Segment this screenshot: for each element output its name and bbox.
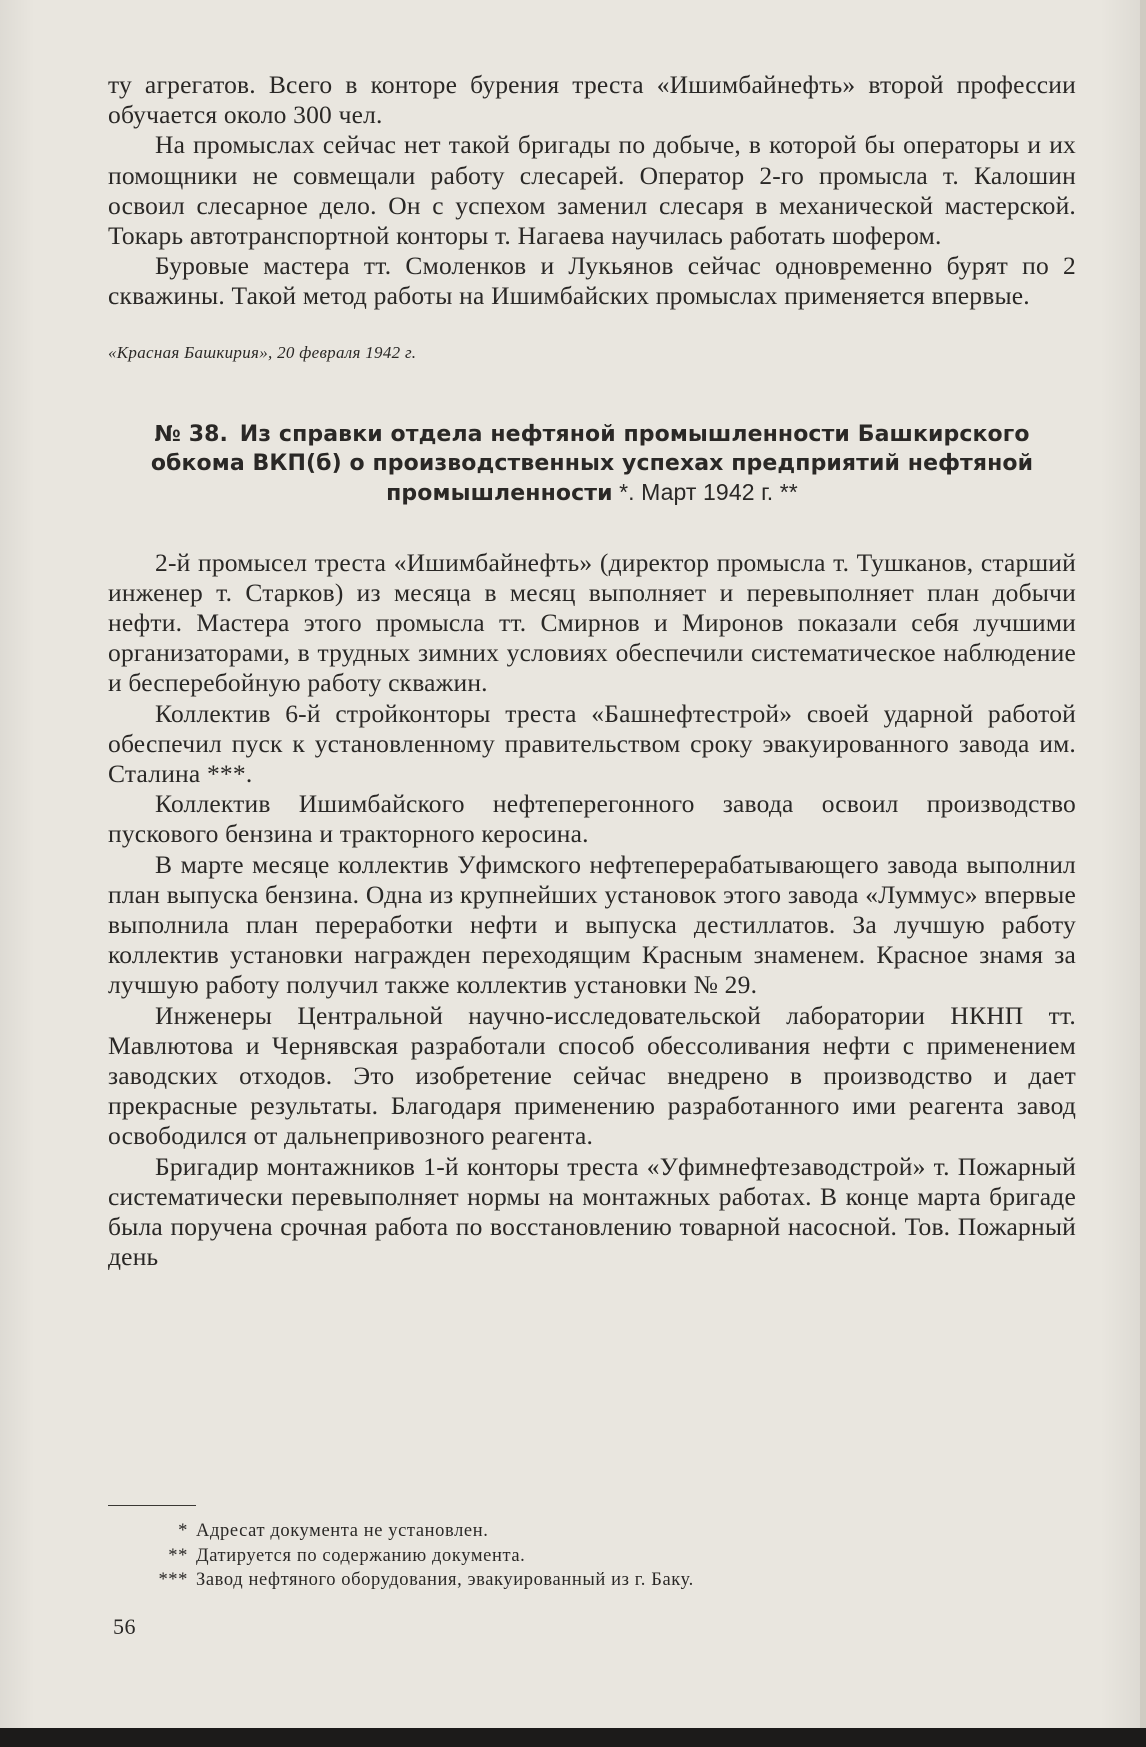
paragraph: На промыслах сейчас нет такой бригады по добыче, в которой бы операторы и их помощники не совмещали работу слесарей. Оператор 2-го промысла т. Калошин освоил слесарное дело. Он с успехом заменил слесаря в механической мастерской. Токарь автотранспортной конторы т. Нагаева научилась работать шофером.	[108, 130, 1076, 251]
document-title: Из справки отдела нефтяной промышленности Башкирского обкома ВКП(б) о производственных успехах предприятий нефтяной промышленности	[150, 421, 1034, 506]
footnote	[140, 1568, 940, 1593]
page-number: 56	[113, 1614, 136, 1639]
footnote-mark: ***	[158, 1570, 188, 1590]
footnote-text: Датируется по содержанию документа.	[196, 1545, 526, 1566]
paragraph: Коллектив Ишимбайского нефтеперегонного завода освоил производство пускового бензина и тракторного керосина.	[108, 789, 1076, 849]
footnotes	[140, 1519, 940, 1593]
footnote	[140, 1519, 940, 1544]
paragraph: Бригадир монтажников 1-й конторы треста «Уфимнефтезаводстрой» т. Пожарный систематически перевыполняет нормы на монтажных работах. В конце марта бригаде была поручена срочная работа по восстановлению товарной насосной. Тов. Пожарный день	[108, 1151, 1076, 1272]
document-text	[108, 548, 1076, 1273]
title-footnote-mark: *.	[612, 478, 635, 505]
paragraph: Буровые мастера тт. Смоленков и Лукьянов сейчас одновременно бурят по 2 скважины. Такой метод работы на Ишимбайских промыслах применяется впервые.	[108, 251, 1076, 311]
paragraph: Коллектив 6-й стройконторы треста «Башнефтестрой» своей ударной работой обеспечил пуск к установленному правительством сроку эвакуированного завода им. Сталина ***.	[108, 698, 1076, 789]
footnote-mark: *	[178, 1521, 188, 1541]
document-date: Март 1942 г. **	[634, 478, 798, 505]
previous-document-continuation	[108, 70, 1076, 364]
paragraph: В марте месяце коллектив Уфимского нефтеперерабатывающего завода выполнил план выпуска бензина. Одна из крупнейших установок этого завода «Луммус» впервые выполнила план переработки нефти и выпуска дестиллатов. За лучшую работу коллектив установки награжден переходящим Красным знаменем. Красное знамя за лучшую работу получил также коллектив установки № 29.	[108, 849, 1076, 1000]
footnote	[140, 1544, 940, 1569]
paragraph: ту агрегатов. Всего в конторе бурения треста «Ишимбайнефть» второй профессии обучается около 300 чел.	[108, 70, 1076, 130]
footnote-mark: **	[168, 1545, 188, 1566]
paragraph: 2-й промысел треста «Ишимбайнефть» (директор промысла т. Тушканов, старший инженер т. Старков) из месяца в месяц выполняет и перевыполняет план добычи нефти. Мастера этого промысла тт. Смирнов и Миронов показали себя лучшими организаторами, в трудных зимних условиях обеспечили систематическое наблюдение и бесперебойную работу скважин.	[108, 547, 1076, 698]
source-citation: «Красная Башкирия», 20 февраля 1942 г.	[108, 342, 417, 362]
page-edge	[1140, 0, 1146, 1728]
document-number: № 38.	[154, 421, 229, 447]
footnote-text: Завод нефтяного оборудования, эвакуированный из г. Баку.	[196, 1570, 694, 1590]
footnote-text: Адресат документа не установлен.	[196, 1521, 489, 1541]
footnote-divider	[108, 1505, 196, 1506]
page-body	[108, 70, 1076, 1273]
document-heading	[108, 420, 1076, 508]
paragraph: Инженеры Центральной научно-исследовательской лаборатории НКНП тт. Мавлютова и Чернявская разработали способ обессоливания нефти с применением заводских отходов. Это изобретение сейчас внедрено в производство и дает прекрасные результаты. Благодаря применению разработанного ими реагента завод освободился от дальнепривозного реагента.	[108, 1000, 1076, 1151]
